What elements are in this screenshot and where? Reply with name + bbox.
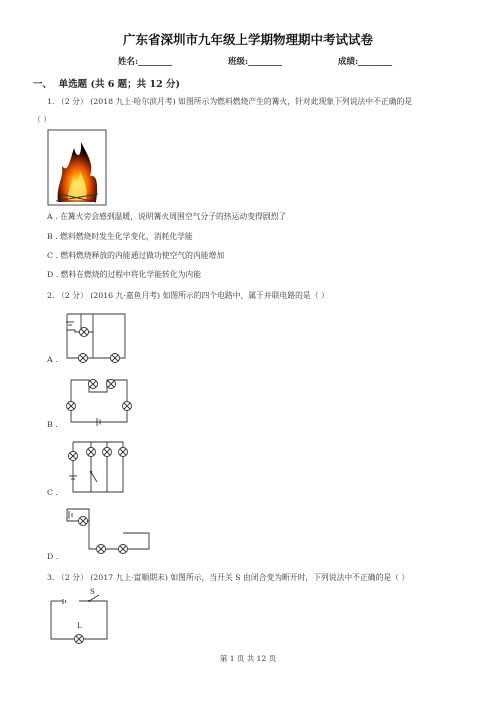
page-footer: 第 1 页 共 12 页	[219, 654, 277, 663]
question-1-option-b[interactable]: B . 燃料燃烧时发生化学变化，消耗化学能	[47, 232, 193, 241]
name-field	[118, 55, 172, 67]
circuit-a-diagram	[63, 310, 127, 362]
class-blank: ________	[248, 57, 283, 67]
question-1-paren: （ ）	[33, 115, 52, 124]
question-1-stem: 1. （2 分） (2018 九上·哈尔滨月考) 如图所示为燃料燃烧产生的篝火，针对此现象下列说法中不正确的是	[47, 97, 413, 106]
section-label: 单选题 (共 6 题；共 12 分)	[58, 79, 180, 90]
section-heading	[33, 76, 180, 90]
class-field	[228, 55, 282, 67]
name-blank: ________	[138, 57, 173, 67]
bonfire-image	[48, 130, 106, 205]
page-title: 广东省深圳市九年级上学期物理期中考试试卷	[122, 32, 373, 47]
question-1-option-d[interactable]: D . 燃料在燃烧的过程中将化学能转化为内能	[47, 270, 202, 279]
switch-label: S	[90, 588, 95, 596]
question-2-option-b[interactable]: B .	[47, 420, 58, 429]
name-label: 姓名:	[118, 57, 139, 67]
question-2-stem: 2. （2 分） (2016 九·嘉鱼月考) 如图所示的四个电路中，属于并联电路的是（ ）	[47, 291, 329, 300]
circuit-c-diagram	[63, 438, 129, 496]
question-2-option-a[interactable]: A .	[47, 355, 58, 364]
score-field	[338, 55, 392, 67]
score-blank: ________	[358, 57, 393, 67]
question-1-option-a[interactable]: A . 在篝火旁会感到温暖，说明篝火周围空气分子的热运动变得剧烈了	[47, 212, 287, 221]
class-label: 班级:	[228, 57, 249, 67]
question-2-option-c[interactable]: C .	[47, 488, 58, 497]
question-1-option-c[interactable]: C . 燃料燃烧释放的内能通过做功使空气的内能增加	[47, 251, 225, 260]
circuit-b-diagram	[63, 376, 135, 426]
lamp-label: L	[77, 622, 82, 630]
circuit-q3-diagram	[49, 589, 109, 641]
circuit-d-diagram	[63, 505, 153, 553]
question-2-option-d[interactable]: D .	[47, 552, 59, 561]
question-3-stem: 3. （2 分） (2017 九上·富顺期末) 如图所示，当开关 S 由闭合变为断开时，下列说法中不正确的是（ ）	[47, 573, 410, 582]
score-label: 成绩:	[338, 57, 359, 67]
section-number: 一、	[33, 79, 53, 90]
